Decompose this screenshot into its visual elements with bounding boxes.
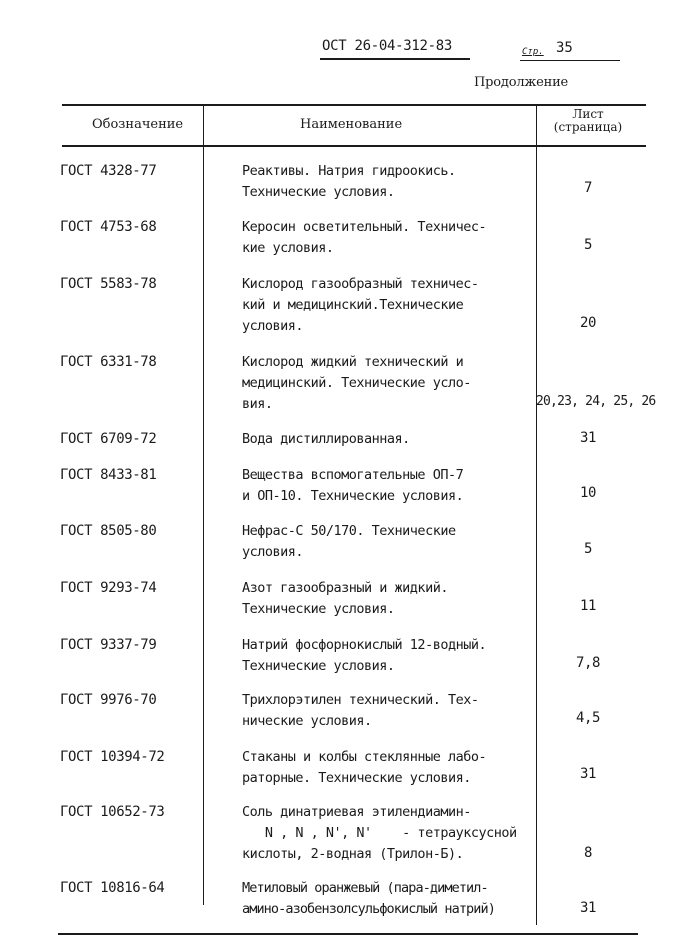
row-code: ГОСТ 5583-78: [60, 276, 157, 292]
row-name: [242, 578, 534, 620]
page-label: Стр.: [522, 47, 544, 57]
row-name-line: раторные. Технические условия.: [242, 770, 471, 786]
table-bottom-rule: [58, 933, 638, 935]
row-name-line: Трихлорэтилен технический. Тех-: [242, 692, 479, 708]
row-sheet: 5: [583, 237, 593, 253]
row-name-line: Технические условия.: [242, 601, 395, 617]
column-header-designation: Обозначение: [92, 117, 184, 132]
column-header-sheet-line2: (страница): [553, 120, 623, 134]
page-number: 35: [556, 40, 573, 56]
column-header-sheet-line1: Лист: [572, 107, 604, 121]
row-name-line: Кислород жидкий технический и: [242, 354, 464, 370]
row-sheet: 4,5: [575, 710, 601, 726]
row-name-line: Вода дистиллированная.: [242, 431, 410, 447]
row-name: [242, 161, 534, 203]
row-name: [242, 465, 534, 507]
row-name-line: вия.: [242, 396, 273, 412]
row-name-line: Керосин осветительный. Техничес-: [242, 219, 487, 235]
row-name-line: Нефрас-С 50/170. Технические: [242, 523, 456, 539]
row-code: ГОСТ 8433-81: [60, 467, 157, 483]
row-code: ГОСТ 4328-77: [60, 163, 157, 179]
row-name: [242, 690, 534, 732]
table-top-rule: [62, 104, 646, 106]
row-name: [242, 878, 534, 920]
row-name-line: Реактивы. Натрия гидроокись.: [242, 163, 456, 179]
row-sheet: 10: [579, 485, 597, 501]
row-sheet: 7: [583, 180, 593, 196]
row-sheet: 7,8: [575, 655, 601, 671]
continuation-label: Продолжение: [474, 75, 569, 90]
doc-code-underline: [320, 58, 470, 60]
row-name-line: Вещества вспомогательные ОП-7: [242, 467, 464, 483]
row-name-line: N , N , N', N' - тетрауксусной: [242, 825, 517, 841]
row-code: ГОСТ 4753-68: [60, 219, 157, 235]
row-name-line: условия.: [242, 318, 304, 334]
row-name-line: нические условия.: [242, 713, 372, 729]
row-sheet: 31: [579, 430, 597, 446]
row-name: [242, 352, 534, 415]
column-divider-2: [536, 105, 537, 925]
row-sheet: 11: [579, 598, 597, 614]
row-name-line: Соль динатриевая этилендиамин-: [242, 804, 471, 820]
table-header-rule: [62, 145, 646, 147]
row-name-line: амино-азобензолсульфокислый натрий): [242, 901, 495, 917]
row-name-line: условия.: [242, 544, 304, 560]
row-name-line: Технические условия.: [242, 184, 395, 200]
row-sheet: 31: [579, 766, 597, 782]
row-code: ГОСТ 9976-70: [60, 692, 157, 708]
row-name-line: кие условия.: [242, 240, 334, 256]
document-code: ОСТ 26-04-312-83: [322, 38, 453, 54]
row-name-line: Метиловый оранжевый (пара-диметил-: [242, 880, 488, 896]
page-number-underline: [520, 60, 620, 61]
row-name-line: Технические условия.: [242, 658, 395, 674]
row-code: ГОСТ 6709-72: [60, 431, 157, 447]
row-name-line: кислоты, 2-водная (Трилон-Б).: [242, 846, 464, 862]
row-name: [242, 217, 534, 259]
row-code: ГОСТ 10394-72: [60, 749, 165, 765]
row-name: [242, 802, 534, 865]
row-code: ГОСТ 10816-64: [60, 880, 165, 896]
row-name: [242, 521, 534, 563]
column-divider-1: [203, 105, 204, 905]
row-name-line: Азот газообразный и жидкий.: [242, 580, 448, 596]
row-sheet: 31: [579, 900, 597, 916]
row-name: [242, 635, 534, 677]
row-name: [242, 429, 534, 450]
row-name-line: Кислород газообразный техничес-: [242, 276, 479, 292]
row-name-line: Стаканы и колбы стеклянные лабо-: [242, 749, 487, 765]
column-header-name: Наименование: [300, 117, 403, 132]
row-name-line: медицинский. Технические усло-: [242, 375, 471, 391]
row-sheet: 5: [583, 541, 593, 557]
row-name: [242, 274, 534, 337]
row-name-line: Натрий фосфорнокислый 12-водный.: [242, 637, 487, 653]
row-sheet: 20: [579, 315, 597, 331]
row-code: ГОСТ 9293-74: [60, 580, 157, 596]
row-code: ГОСТ 6331-78: [60, 354, 157, 370]
row-sheet: 20,23, 24, 25, 26: [536, 394, 656, 409]
row-sheet: 8: [583, 845, 593, 861]
row-name-line: и ОП-10. Технические условия.: [242, 488, 464, 504]
row-code: ГОСТ 8505-80: [60, 523, 157, 539]
row-code: ГОСТ 9337-79: [60, 637, 157, 653]
row-name: [242, 747, 534, 789]
column-header-sheet: [538, 108, 638, 134]
row-name-line: кий и медицинский.Технические: [242, 297, 464, 313]
row-code: ГОСТ 10652-73: [60, 804, 165, 820]
